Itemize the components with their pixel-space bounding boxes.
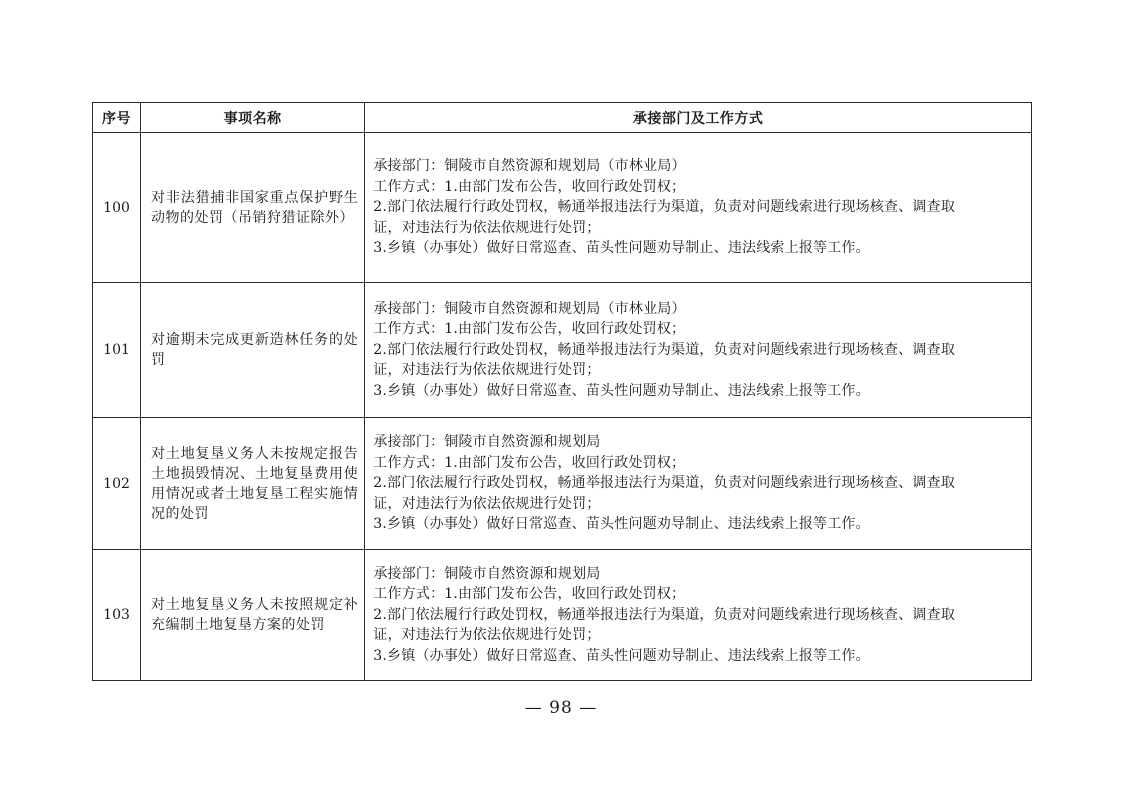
page-number: — 98 — xyxy=(524,698,598,718)
row-serial-number: 101 xyxy=(93,283,141,418)
row-item-name: 对土地复垦义务人未按规定报告土地损毁情况、土地复垦费用使用情况或者土地复垦工程实施情况的处罚 xyxy=(141,418,365,550)
detail-department: 承接部门：铜陵市自然资源和规划局 xyxy=(373,565,601,582)
detail-method-3: 3.乡镇（办事处）做好日常巡查、苗头性问题劝导制止、违法线索上报等工作。 xyxy=(373,516,870,533)
detail-method-2a: 2.部门依法履行行政处罚权，畅通举报违法行为渠道，负责对问题线索进行现场核查、调查取 xyxy=(373,341,956,358)
row-serial-number: 100 xyxy=(93,133,141,283)
detail-method-2a: 2.部门依法履行行政处罚权，畅通举报违法行为渠道，负责对问题线索进行现场核查、调查取 xyxy=(373,199,956,216)
detail-department: 承接部门：铜陵市自然资源和规划局（市林业局） xyxy=(373,300,686,317)
detail-method-3: 3.乡镇（办事处）做好日常巡查、苗头性问题劝导制止、违法线索上报等工作。 xyxy=(373,240,870,257)
header-serial-number: 序号 xyxy=(93,103,141,133)
table-row xyxy=(93,283,1032,418)
row-detail xyxy=(365,418,1032,550)
matters-table xyxy=(92,102,1032,681)
detail-method-3: 3.乡镇（办事处）做好日常巡查、苗头性问题劝导制止、违法线索上报等工作。 xyxy=(373,647,870,664)
detail-method-2b: 证，对违法行为依法依规进行处罚； xyxy=(373,495,601,512)
detail-method-2b: 证，对违法行为依法依规进行处罚； xyxy=(373,627,601,644)
row-item-name: 对非法猎捕非国家重点保护野生动物的处罚（吊销狩猎证除外） xyxy=(141,133,365,283)
detail-method-1: 工作方式：1.由部门发布公告，收回行政处罚权； xyxy=(373,178,686,195)
table-row xyxy=(93,418,1032,550)
table-row xyxy=(93,133,1032,283)
header-item-name: 事项名称 xyxy=(141,103,365,133)
row-serial-number: 102 xyxy=(93,418,141,550)
row-detail xyxy=(365,550,1032,681)
table-header xyxy=(93,103,1032,133)
detail-department: 承接部门：铜陵市自然资源和规划局（市林业局） xyxy=(373,158,686,175)
detail-department: 承接部门：铜陵市自然资源和规划局 xyxy=(373,434,601,451)
row-item-name: 对逾期未完成更新造林任务的处罚 xyxy=(141,283,365,418)
header-department-method: 承接部门及工作方式 xyxy=(365,103,1032,133)
detail-method-1: 工作方式：1.由部门发布公告，收回行政处罚权； xyxy=(373,321,686,338)
row-serial-number: 103 xyxy=(93,550,141,681)
row-item-name: 对土地复垦义务人未按照规定补充编制土地复垦方案的处罚 xyxy=(141,550,365,681)
row-detail xyxy=(365,133,1032,283)
detail-method-2a: 2.部门依法履行行政处罚权，畅通举报违法行为渠道，负责对问题线索进行现场核查、调查取 xyxy=(373,606,956,623)
header-row xyxy=(93,103,1032,133)
detail-method-2b: 证，对违法行为依法依规进行处罚； xyxy=(373,219,601,236)
detail-method-2a: 2.部门依法履行行政处罚权，畅通举报违法行为渠道，负责对问题线索进行现场核查、调查取 xyxy=(373,475,956,492)
table-row xyxy=(93,550,1032,681)
detail-method-1: 工作方式：1.由部门发布公告，收回行政处罚权； xyxy=(373,586,686,603)
row-detail xyxy=(365,283,1032,418)
detail-method-1: 工作方式：1.由部门发布公告，收回行政处罚权； xyxy=(373,454,686,471)
detail-method-3: 3.乡镇（办事处）做好日常巡查、苗头性问题劝导制止、违法线索上报等工作。 xyxy=(373,382,870,399)
detail-method-2b: 证，对违法行为依法依规进行处罚； xyxy=(373,362,601,379)
